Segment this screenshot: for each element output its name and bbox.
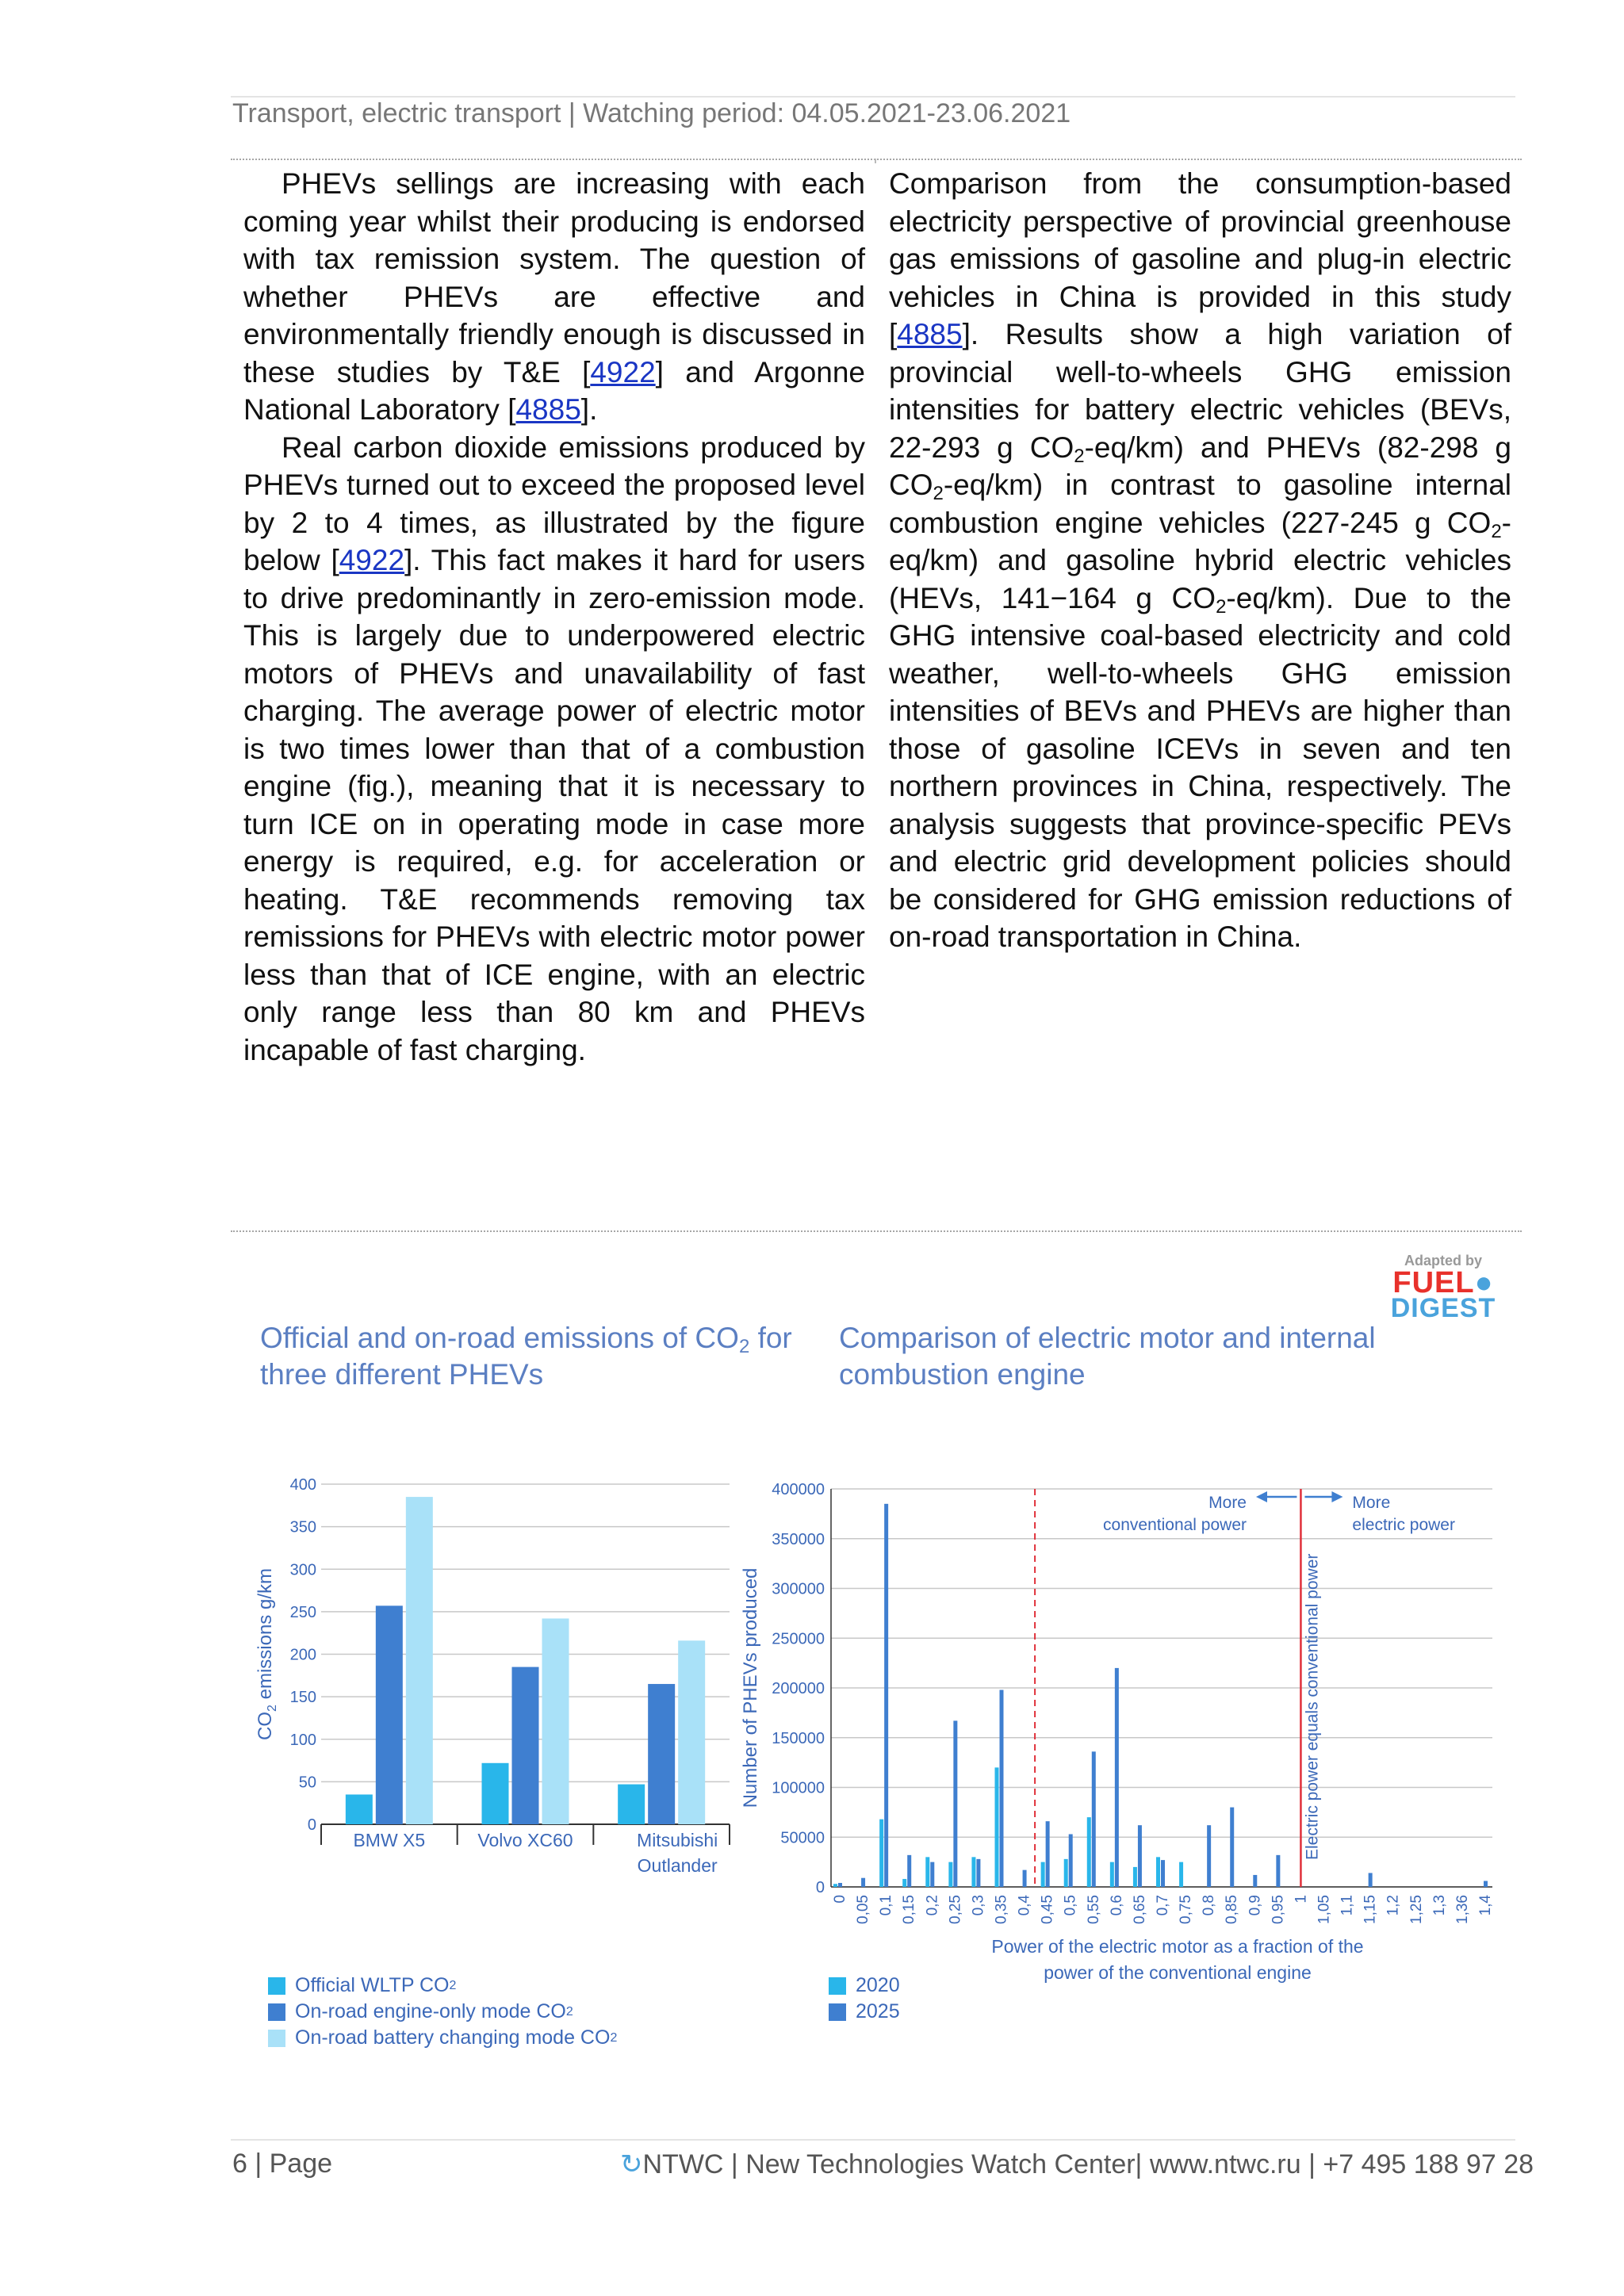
bar-2020-0,35 — [995, 1767, 999, 1887]
y-tick-label: 400 — [289, 1476, 316, 1494]
x-tick-label: 0,15 — [901, 1895, 918, 1924]
x-tick-label: 0,55 — [1085, 1895, 1102, 1924]
x-tick-label: 0,3 — [970, 1895, 987, 1916]
bar-2020-0,15 — [902, 1879, 906, 1887]
footer-org: ↻NTWC | New Technologies Watch Center| www.ntwc.ru | +7 495 188 97 28 — [620, 2149, 1534, 2179]
bar-2025-0,5 — [1069, 1834, 1073, 1887]
x-tick-label: 0,05 — [855, 1895, 872, 1924]
bar-mitsubishi-outlander-s0 — [618, 1785, 645, 1824]
y-tick-label: 300 — [289, 1561, 316, 1579]
x-category-label: BMW X5 — [353, 1830, 426, 1850]
bar-2020-0,45 — [1041, 1862, 1045, 1887]
bar-mitsubishi-outlander-s1 — [648, 1684, 675, 1824]
bar-2025-0,3 — [976, 1859, 980, 1887]
x-tick-label: 0,25 — [947, 1895, 964, 1924]
y-tick-label: 100000 — [772, 1779, 825, 1797]
bar-volvo-xc60-s2 — [542, 1618, 569, 1824]
y-tick-label: 250000 — [772, 1630, 825, 1648]
bar-2025-0,7 — [1161, 1860, 1165, 1887]
text-column-right — [889, 165, 1511, 956]
bar-2020-0,75 — [1179, 1862, 1183, 1887]
y-tick-label: 200 — [289, 1646, 316, 1664]
x-tick-label: 1,1 — [1339, 1895, 1356, 1916]
y-axis-label: Number of PHEVs produced — [740, 1567, 761, 1808]
x-tick-label: 0,2 — [924, 1895, 941, 1916]
ref-link-4885-b[interactable]: 4885 — [897, 318, 963, 350]
x-axis-label-2: power of the conventional engine — [1044, 1962, 1312, 1983]
bar-2025-0,6 — [1115, 1668, 1119, 1887]
bar-2025-0,2 — [930, 1862, 934, 1887]
x-category-label: Volvo XC60 — [477, 1830, 573, 1850]
paragraph-2: Real carbon dioxide emissions produced by PHEVs turned out to exceed the proposed level by 2 to 4 times, as illustrated by the figure below [4922]. This fact makes it hard for users to drive predominantly in zero-emission mode. This is largely due to underpowered electric motors of PHEVs and unavailability of fast charging. The average power of electric motor is two times lower than that of a combustion engine (fig.), meaning that it is necessary to turn ICE on in operating mode in case more energy is required, e.g. for acceleration or heating. T&E recommends removing tax remissions for PHEVs with electric motor power less than that of ICE engine, with an electric only range less than 80 km and PHEVs incapable of fast charging. — [243, 430, 865, 1066]
x-tick-label: 0,45 — [1039, 1895, 1056, 1924]
y-tick-label: 50000 — [780, 1829, 825, 1847]
x-tick-label: 1,25 — [1408, 1895, 1425, 1924]
paragraph-3: Comparison from the consumption-based electricity perspective of provincial greenhouse gas emissions of gasoline and plug-in electric vehicles in China is provided in this study [4885]. Results show a high variation of provincial well-to-wheels GHG emission intensities for battery electric vehicles (BEVs, 22-293 g $CO_2-eq/km$) and PHEVs (82-298 g $CO_2-eq/km$) in contrast to gasoline internal combustion engine vehicles (227-245 g $CO_2-eq/km$) and gasoline hybrid electric vehicles (HEVs, 141−164 g $CO_2-eq/km$). Due to the GHG intensive coal-based electricity and cold weather, well-to-wheels GHG emission intensities of BEVs and PHEVs are higher than those of gasoline ICEVs in seven and ten northern provinces in China, respectively. The analysis suggests that province-specific PEVs and electric grid development policies should be considered for GHG emission reductions of on-road transportation in China. — [889, 167, 1511, 953]
chart2-power-ratio — [730, 1459, 1507, 1998]
bar-2020-0,55 — [1087, 1817, 1091, 1887]
bar-2020-0,3 — [971, 1857, 975, 1887]
bar-2025-0,65 — [1138, 1825, 1142, 1887]
legend-item-battery: On-road battery changing mode CO 2 — [268, 2025, 617, 2051]
bar-2020-0,6 — [1110, 1862, 1114, 1887]
x-tick-label: 0,95 — [1270, 1895, 1287, 1924]
x-tick-label: 1,36 — [1454, 1895, 1471, 1924]
bar-volvo-xc60-s0 — [482, 1763, 509, 1824]
paragraph-1: PHEVs sellings are increasing with each coming year whilst their producing is endorsed with tax remission system. The question of whether PHEVs are effective and environmentally friendly enough is discussed in these studies by T&E [4922] and Argonne National Laboratory [4885]. — [243, 167, 866, 426]
x-tick-label: 0,5 — [1062, 1895, 1079, 1916]
bar-2020-0,7 — [1156, 1857, 1160, 1887]
bar-2025-0,85 — [1230, 1808, 1234, 1887]
page-header: Transport, electric transport | Watching period: 04.05.2021-23.06.2021 — [232, 98, 1071, 128]
column-separator — [875, 159, 876, 163]
bar-2025-0,55 — [1092, 1751, 1096, 1887]
y-tick-label: 50 — [298, 1774, 316, 1792]
chart1-emissions — [238, 1459, 761, 1903]
y-tick-label: 300000 — [772, 1580, 825, 1598]
x-tick-label: 0,1 — [878, 1895, 895, 1916]
bar-2025-0 — [838, 1883, 842, 1887]
bar-2025-0,1 — [884, 1504, 888, 1887]
header-dotted-rule — [231, 159, 1522, 160]
x-tick-label: 1 — [1293, 1895, 1310, 1904]
bar-2025-0,35 — [1000, 1690, 1004, 1887]
x-tick-label: 1,4 — [1477, 1895, 1494, 1916]
arrow-left-head — [1256, 1491, 1267, 1502]
y-tick-label: 150000 — [772, 1729, 825, 1747]
fuel-digest-logo: Adapted by FUEL● DIGEST — [1388, 1253, 1499, 1320]
bar-bmw-x5-s2 — [406, 1497, 433, 1824]
y-axis-label: $CO_2$ emissions g/km — [255, 1568, 279, 1740]
bar-bmw-x5-s1 — [376, 1605, 403, 1824]
x-tick-label: 1,2 — [1385, 1895, 1402, 1916]
bar-2025-0,45 — [1046, 1821, 1050, 1887]
bar-bmw-x5-s0 — [346, 1794, 373, 1824]
legend-item-engine-only: On-road engine-only mode CO 2 — [268, 1999, 617, 2025]
legend-item-2025: 2025 — [829, 1999, 900, 2025]
chart1-legend — [268, 1973, 617, 2051]
x-tick-label: 1,3 — [1431, 1895, 1448, 1916]
x-tick-label: 0,7 — [1155, 1895, 1171, 1916]
x-category-label: Mitsubishi — [637, 1830, 718, 1850]
logo-drop-icon: ● — [1474, 1266, 1494, 1299]
bar-volvo-xc60-s1 — [512, 1667, 539, 1824]
y-tick-label: 0 — [307, 1816, 316, 1834]
x-tick-label: 1,15 — [1362, 1895, 1379, 1924]
bar-2020-0,1 — [879, 1820, 883, 1887]
annotation-more-electric-2: electric power — [1352, 1516, 1455, 1534]
x-tick-label: 0,65 — [1131, 1895, 1148, 1924]
chart2-title: Comparison of electric motor and internal combustion engine — [839, 1322, 1376, 1391]
y-tick-label: 350000 — [772, 1530, 825, 1548]
annotation-equal-power: Electric power equals conventional power — [1303, 1553, 1322, 1860]
y-tick-label: 0 — [815, 1879, 825, 1896]
x-axis-label-1: Power of the electric motor as a fraction of the — [991, 1936, 1364, 1957]
x-tick-label: 0,75 — [1178, 1895, 1195, 1924]
arrow-right-head — [1331, 1491, 1342, 1502]
y-tick-label: 400000 — [772, 1481, 825, 1498]
x-tick-label: 1,05 — [1316, 1895, 1333, 1924]
legend-item-2020: 2020 — [829, 1973, 900, 1999]
y-tick-label: 200000 — [772, 1680, 825, 1697]
bar-2025-0,8 — [1207, 1825, 1211, 1887]
footer-rule — [231, 2139, 1515, 2141]
x-tick-label: 0,4 — [1016, 1895, 1033, 1916]
bar-2020-0,25 — [948, 1862, 952, 1887]
chart1-title: Official and on-road emissions of $CO_2$ for three different PHEVs — [260, 1322, 792, 1391]
bar-2025-1,15 — [1369, 1873, 1373, 1887]
bar-2025-0,15 — [907, 1855, 911, 1887]
x-tick-label: 0 — [832, 1895, 848, 1904]
text-column-left — [243, 165, 865, 1069]
chart2-legend — [829, 1973, 900, 2025]
legend-item-official: Official WLTP CO 2 — [268, 1973, 617, 1999]
annotation-more-conventional-1: More — [1208, 1494, 1247, 1512]
x-tick-label: 0,85 — [1224, 1895, 1241, 1924]
bar-2020-0,5 — [1064, 1859, 1068, 1887]
y-tick-label: 100 — [289, 1731, 316, 1749]
bar-mitsubishi-outlander-s2 — [678, 1640, 705, 1824]
x-category-label: Outlander — [637, 1855, 718, 1876]
x-tick-label: 0,9 — [1247, 1895, 1264, 1916]
ref-link-4922[interactable]: 4922 — [590, 355, 656, 388]
logo-fuel: FUEL● — [1392, 1266, 1494, 1299]
x-tick-label: 0,6 — [1108, 1895, 1125, 1916]
header-rule — [231, 96, 1515, 98]
x-tick-label: 0,8 — [1201, 1895, 1218, 1916]
ntwc-logo-icon: ↻ — [620, 2149, 643, 2179]
bar-2025-0,05 — [861, 1878, 865, 1887]
y-tick-label: 350 — [289, 1518, 316, 1536]
annotation-more-conventional-2: conventional power — [1103, 1516, 1247, 1534]
y-tick-label: 150 — [289, 1689, 316, 1707]
bar-2025-0,25 — [953, 1720, 957, 1887]
bar-2020-0,2 — [925, 1857, 929, 1887]
bar-2020-0 — [833, 1884, 837, 1887]
ref-link-4922-b[interactable]: 4922 — [339, 544, 405, 576]
bar-2025-0,4 — [1023, 1870, 1027, 1887]
ref-link-4885[interactable]: 4885 — [515, 393, 581, 426]
bar-2025-0,95 — [1276, 1855, 1280, 1887]
x-tick-label: 0,35 — [993, 1895, 1010, 1924]
y-tick-label: 250 — [289, 1603, 316, 1621]
figure-dotted-rule — [231, 1230, 1522, 1232]
bar-2020-0,65 — [1133, 1867, 1137, 1887]
page-number: 6 | Page — [232, 2149, 333, 2179]
annotation-more-electric-1: More — [1352, 1494, 1391, 1512]
bar-2025-0,9 — [1253, 1875, 1257, 1887]
bar-2025-1,4 — [1484, 1881, 1488, 1887]
